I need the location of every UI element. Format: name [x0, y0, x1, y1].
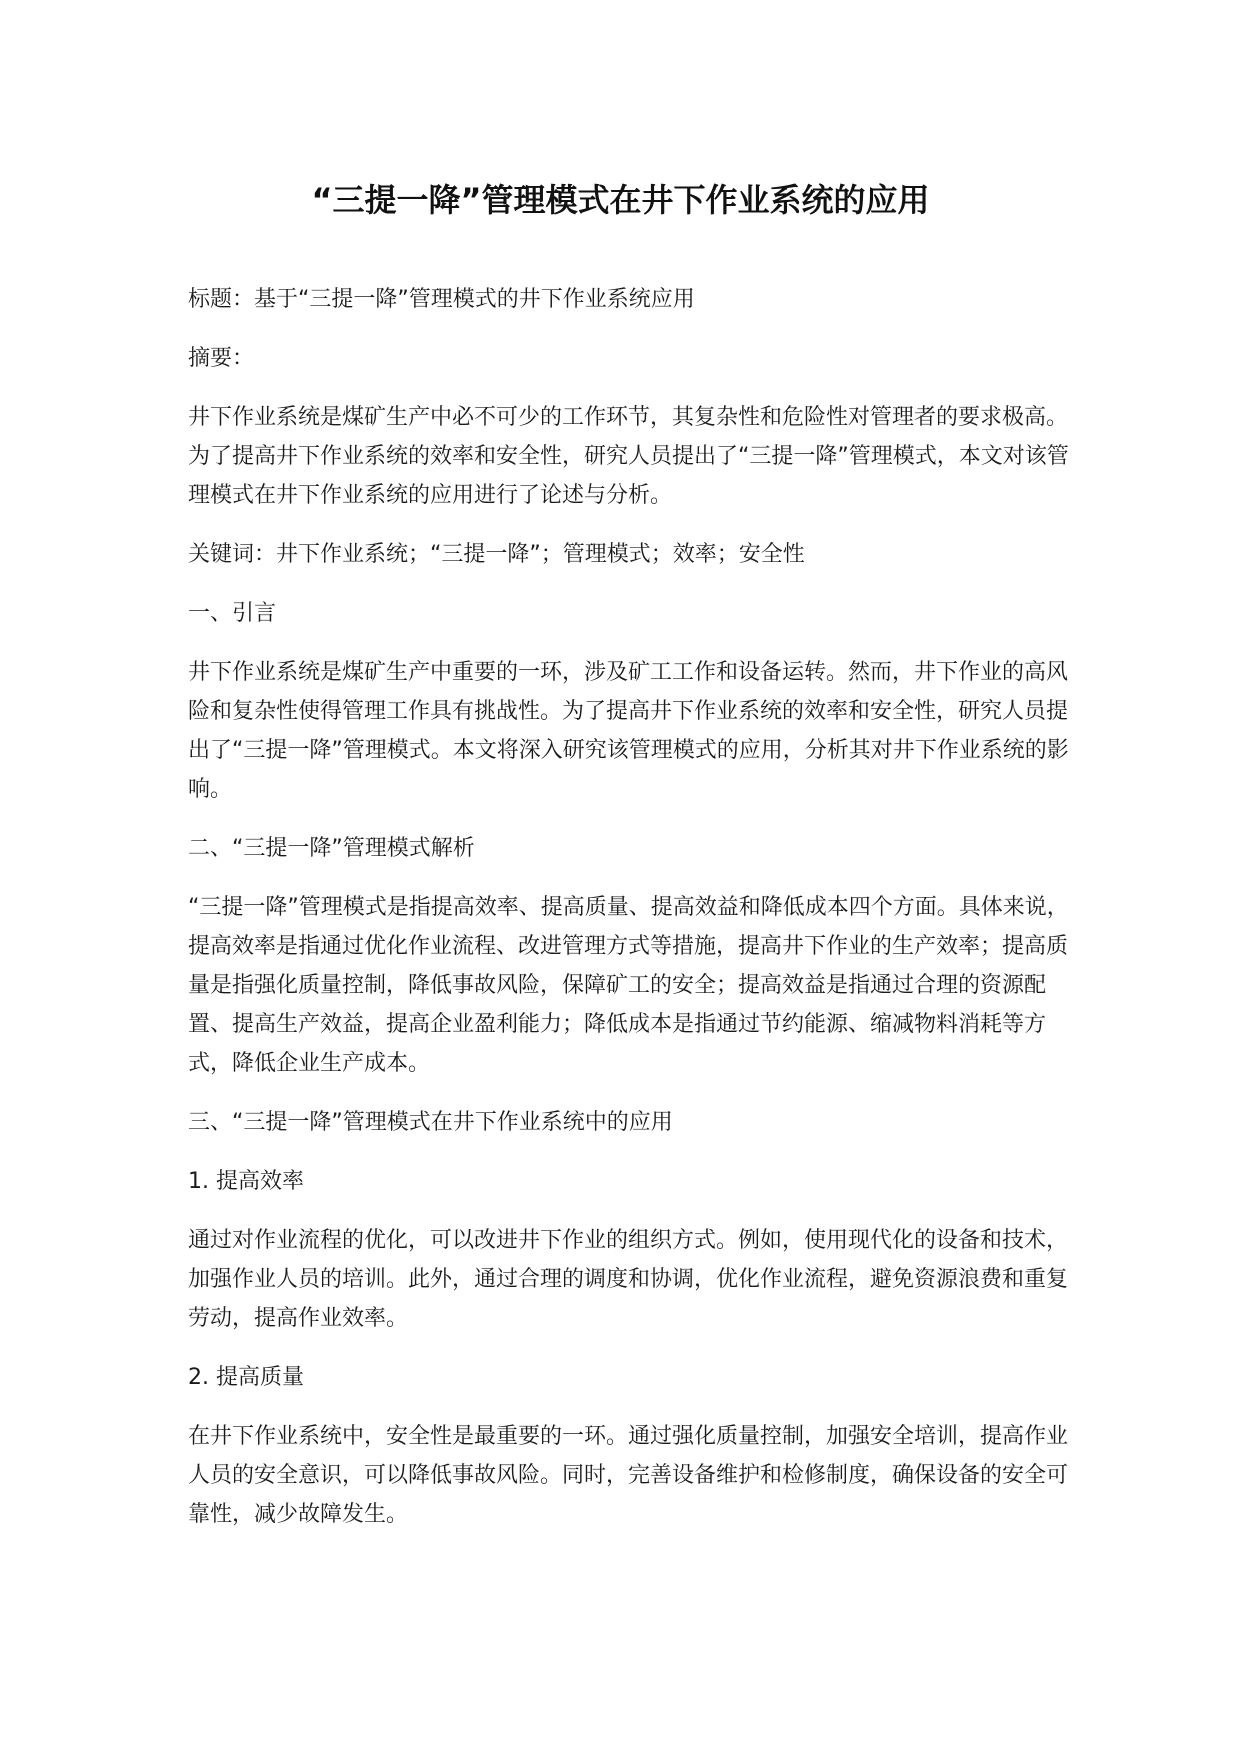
- document-body: [188, 280, 1078, 1554]
- introduction-paragraph: 井下作业系统是煤矿生产中重要的一环，涉及矿工工作和设备运转。然而，井下作业的高风险和复杂性使得管理工作具有挑战性。为了提高井下作业系统的效率和安全性，研究人员提出了“三提一降”管理模式。本文将深入研究该管理模式的应用，分析其对井下作业系统的影响。: [188, 660, 1069, 802]
- section-heading-application: 三、“三提一降”管理模式在井下作业系统中的应用: [188, 1110, 673, 1135]
- analysis-paragraph: “三提一降”管理模式是指提高效率、提高质量、提高效益和降低成本四个方面。具体来说，提高效率是指通过优化作业流程、改进管理方式等措施，提高井下作业的生产效率；提高质量是指强化质量控制，降低事故风险，保障矿工的安全；提高效益是指通过合理的资源配置、提高生产效益，提高企业盈利能力；降低成本是指通过节约能源、缩减物料消耗等方式，降低企业生产成本。: [188, 895, 1069, 1076]
- document-title: “三提一降”管理模式在井下作业系统的应用: [311, 181, 930, 219]
- efficiency-paragraph: 通过对作业流程的优化，可以改进井下作业的组织方式。例如，使用现代化的设备和技术，加强作业人员的培训。此外，通过合理的调度和协调，优化作业流程，避免资源浪费和重复劳动，提高作业效率。: [188, 1228, 1069, 1331]
- subtitle-line: 标题：基于“三提一降”管理模式的井下作业系统应用: [188, 287, 695, 312]
- subsection-heading-efficiency: 1. 提高效率: [188, 1169, 304, 1194]
- quality-paragraph: 在井下作业系统中，安全性是最重要的一环。通过强化质量控制，加强安全培训，提高作业人员的安全意识，可以降低事故风险。同时，完善设备维护和检修制度，确保设备的安全可靠性，减少故障发生。: [188, 1424, 1069, 1527]
- keywords-line: 关键词：井下作业系统；“三提一降”；管理模式；效率；安全性: [188, 542, 805, 567]
- section-heading-analysis: 二、“三提一降”管理模式解析: [188, 836, 475, 861]
- section-heading-introduction: 一、引言: [188, 601, 277, 626]
- subsection-heading-quality: 2. 提高质量: [188, 1365, 304, 1390]
- abstract-paragraph: 井下作业系统是煤矿生产中必不可少的工作环节，其复杂性和危险性对管理者的要求极高。为了提高井下作业系统的效率和安全性，研究人员提出了“三提一降”管理模式，本文对该管理模式在井下作业系统的应用进行了论述与分析。: [188, 405, 1069, 508]
- abstract-heading: 摘要：: [188, 346, 255, 371]
